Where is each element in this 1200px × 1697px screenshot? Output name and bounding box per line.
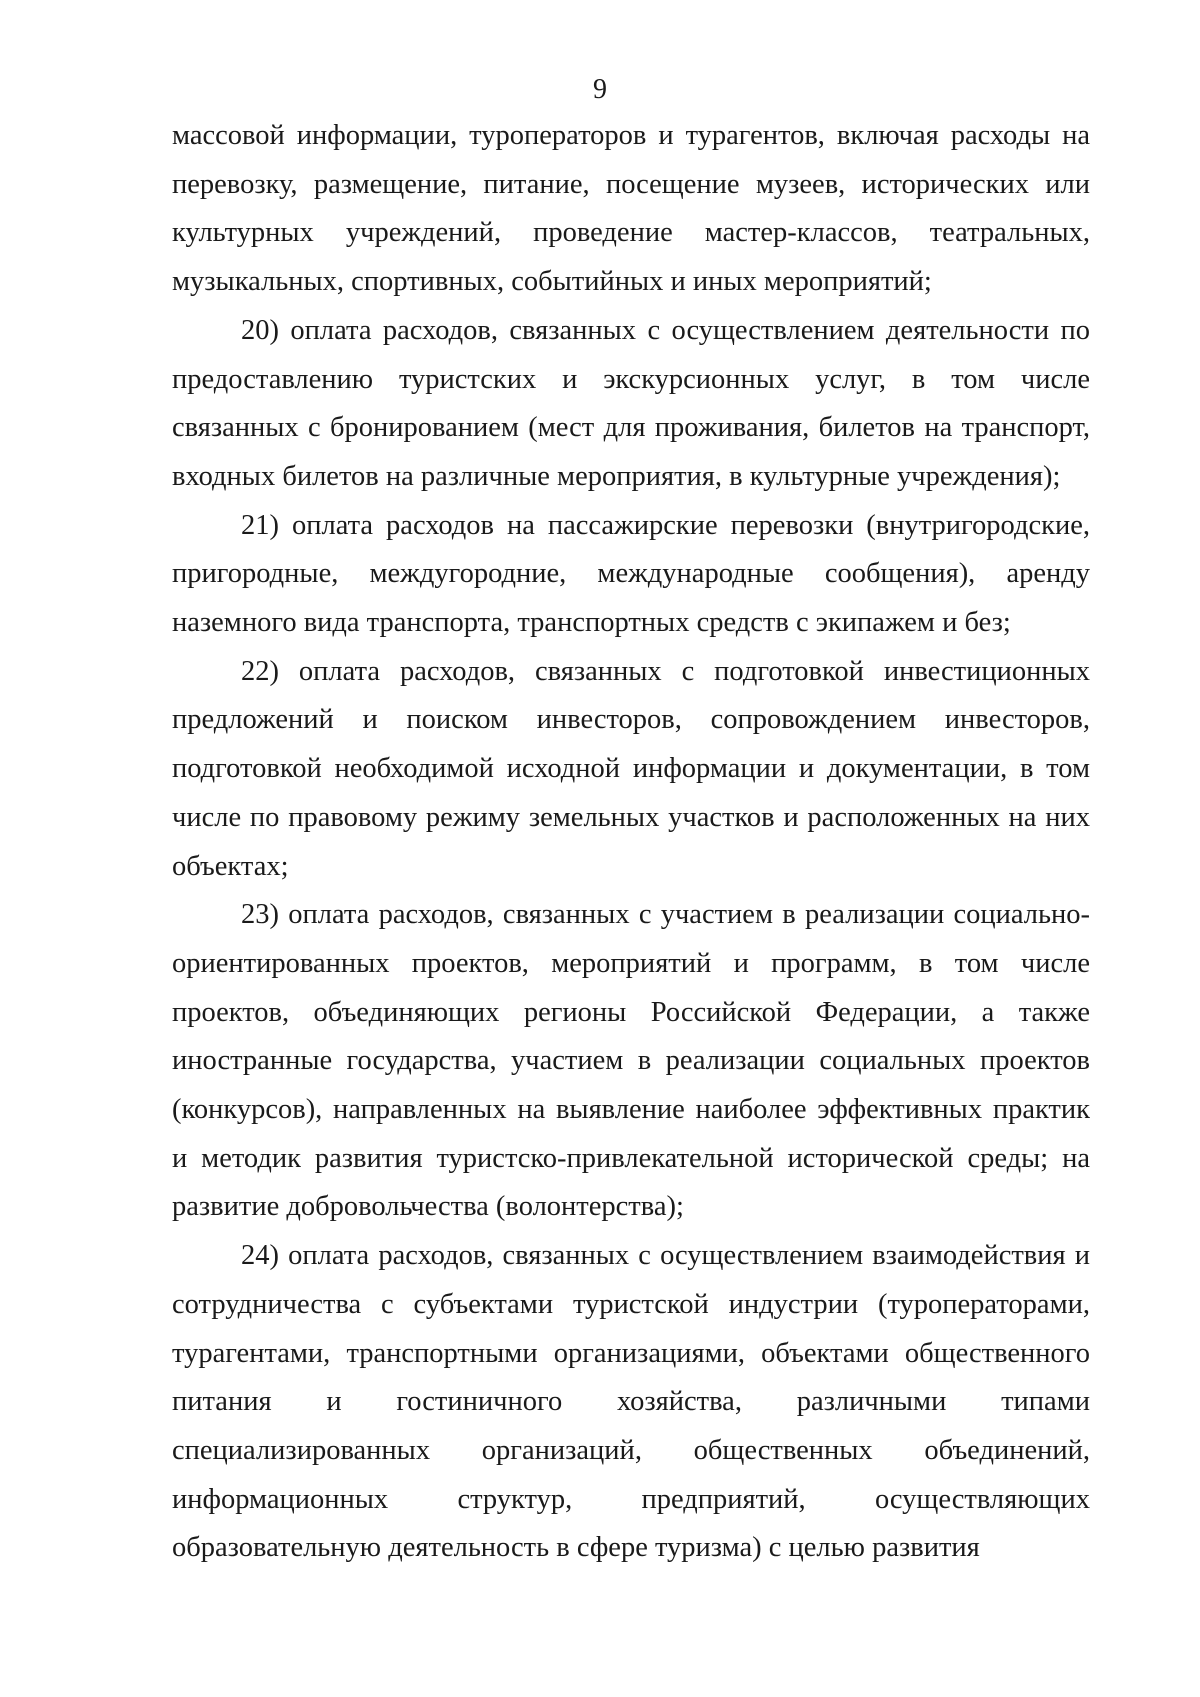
paragraph-item-22: 22) оплата расходов, связанных с подготовкой инвестиционных предложений и поиском инвесторов, сопровождением инвесторов, подготовкой необходимой исходной информации и документации, в том числе по правовому режиму земельных участков и расположенных на них объектах; [172, 655, 1090, 882]
paragraph-item-24: 24) оплата расходов, связанных с осуществлением взаимодействия и сотрудничества с субъектами туристской индустрии (туроператорами, турагентами, транспортными организациями, объектами общественного питания и гостиничного хозяйства, различными типами специализированных организаций, общественных объединений, информационных структур, предприятий, осуществляющих образовательную деятельность в сфере туризма) с целью развития [172, 1240, 1090, 1564]
page-number: 9 [593, 74, 607, 105]
document-body [172, 112, 1090, 1573]
paragraph-item-20: 20) оплата расходов, связанных с осуществлением деятельности по предоставлению туристских и экскурсионных услуг, в том числе связанных с бронированием (мест для проживания, билетов на транспорт, входных билетов на различные мероприятия, в культурные учреждения); [172, 314, 1090, 492]
paragraph-item-21: 21) оплата расходов на пассажирские перевозки (внутригородские, пригородные, междугородние, международные сообщения), аренду наземного вида транспорта, транспортных средств с экипажем и без; [172, 509, 1090, 639]
paragraph-continuation: массовой информации, туроператоров и турагентов, включая расходы на перевозку, размещение, питание, посещение музеев, исторических или культурных учреждений, проведение мастер-классов, театральных, музыкальных, спортивных, событийных и иных мероприятий; [172, 120, 1090, 298]
paragraph-item-23: 23) оплата расходов, связанных с участием в реализации социально-ориентированных проектов, мероприятий и программ, в том числе проектов, объединяющих регионы Российской Федерации, а также иностранные государства, участием в реализации социальных проектов (конкурсов), направленных на выявление наиболее эффективных практик и методик развития туристско-привлекательной исторической среды; на развитие добровольчества (волонтерства); [172, 899, 1090, 1223]
